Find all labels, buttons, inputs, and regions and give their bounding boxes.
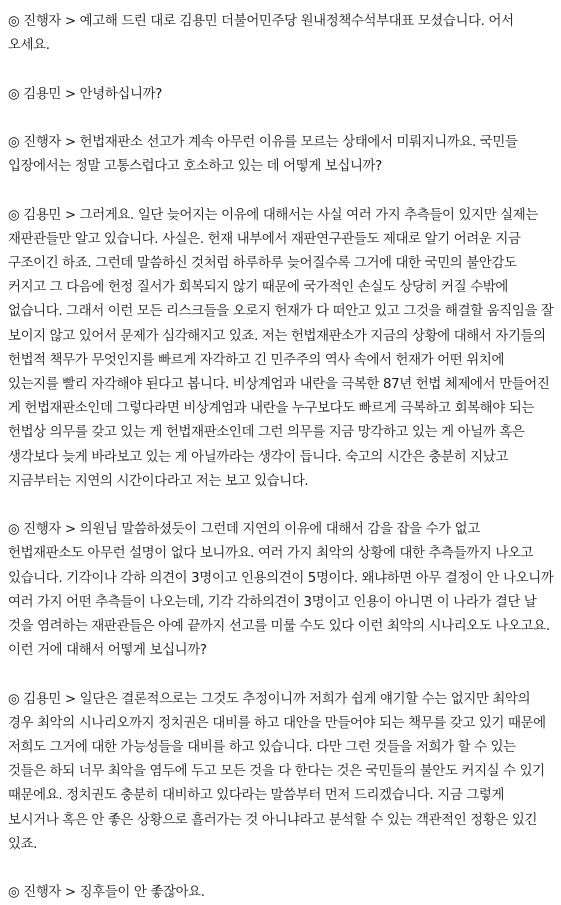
transcript-paragraph: ◎ 김용민 > 안녕하십니까? (8, 86, 162, 102)
transcript-paragraph: ◎ 진행자 > 예고해 드린 대로 김용민 더불어민주당 원내정책수석부대표 모셨습니다. 어서 오세요. (8, 14, 514, 54)
transcript-paragraph: ◎ 김용민 > 그러게요. 일단 늦어지는 이유에 대해서는 사실 여러 가지 추측들이 있지만 실제는 재판관들만 알고 있습니다. 사실은. 헌재 내부에서 재판연구관들도 제대로 알기 어려운 지금 구조이긴 하죠. 그런데 말씀하신 것처럼 하루하루 늦어질수록 그거에 대한 국민의 불안감도 커지고 그 다음에 헌정 질서가 회복되지 않기 때문에 국가적인 손실도 상당히 커질 수밖에 없습니다. 그래서 이런 모든 리스크들을 오로지 헌재가 다 떠안고 있고 그것을 해결할 움직임을 잘 보이지 않고 있어서 문제가 심각해지고 있죠. 저는 헌법재판소가 지금의 상황에 대해서 자기들의 헌법적 책무가 무엇인지를 빠르게 자각하고 긴 민주주의 역사 속에서 헌재가 어떤 위치에 있는지를 빨리 자각해야 된다고 봅니다. 비상계엄과 내란을 극복한 87년 헌법 체제에서 만들어진 게 헌법재판소인데 그렇다라면 비상계엄과 내란을 누구보다도 빠르게 극복하고 회복해야 되는 헌법상 의무를 갖고 있는 게 헌법재판소인데 그런 의무를 지금 망각하고 있는 게 아닐까 혹은 생각보다 늦게 바라보고 있는 게 아닐까라는 생각이 듭니다. 숙고의 시간은 충분히 지났고 지금부터는 지연의 시간이다라고 저는 보고 있습니다. (8, 207, 554, 489)
transcript-paragraph: ◎ 진행자 > 헌법재판소 선고가 계속 아무런 이유를 모르는 상태에서 미뤄지니까요. 국민들 입장에서는 정말 고통스럽다고 호소하고 있는 데 어떻게 보십니까? (8, 134, 518, 175)
transcript-paragraph: ◎ 진행자 > 의원님 말씀하셨듯이 그런데 지연의 이유에 대해서 감을 잡을 수가 없고 헌법재판소도 아무런 설명이 없다 보니까요. 여러 가지 최악의 상황에 대한 추측들까지 나오고 있습니다. 기각이나 각하 의견이 3명이고 인용의견이 5명이다. 왜냐하면 아무 결정이 안 나오니까 여러 가지 어떤 추측들이 나오는데, 기각 각하의견이 3명이고 인용이 아니면 이 나라가 결단 날 것을 염려하는 재판관들은 아예 끝까지 선고를 미룰 수도 있다 이런 최악의 시나리오도 나오고요. 이런 거에 대해서 어떻게 보십니까? (8, 522, 554, 659)
transcript-paragraph: ◎ 진행자 > 징후들이 안 좋잖아요. (8, 885, 205, 901)
transcript-paragraph: ◎ 김용민 > 일단은 결론적으로는 그것도 추정이니까 저희가 쉽게 얘기할 수는 없지만 최악의 경우 최악의 시나리오까지 정치권은 대비를 하고 대안을 만들어야 되는 책무를 갖고 있기 때문에 저희도 그거에 대한 가능성들을 대비를 하고 있습니다. 다만 그런 것들을 저희가 할 수 있는 것들은 하되 너무 최악을 염두에 두고 모든 것을 다 한다는 것은 국민들의 불안도 커지실 수 있기 때문에요. 정치권도 충분히 대비하고 있다라는 말씀부터 먼저 드리겠습니다. 지금 그렇게 보시거나 혹은 안 좋은 상황으로 흘러가는 것 아니냐라고 분석할 수 있는 객관적인 정황은 있긴 있죠. (8, 691, 546, 852)
